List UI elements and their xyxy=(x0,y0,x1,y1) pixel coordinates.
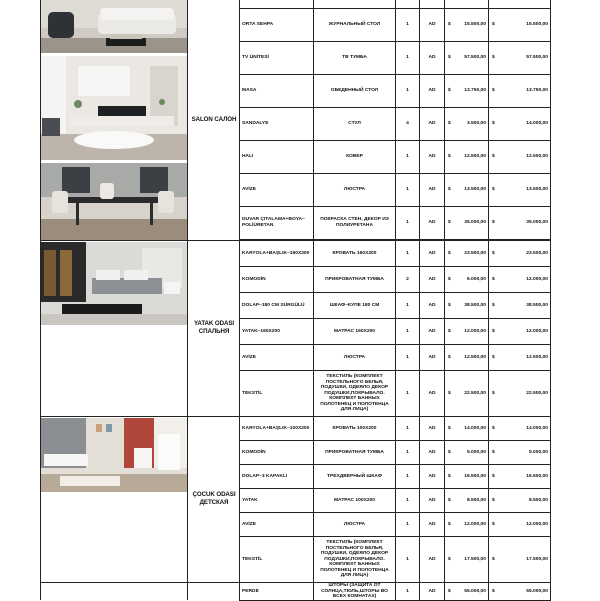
cell-total: 12.000,00 xyxy=(526,276,548,282)
cell-price: 6.000,00 xyxy=(466,276,486,282)
cell-qty: 1 xyxy=(406,154,409,160)
cell-total: 5.000,00 xyxy=(528,449,548,455)
cell-cur: $ xyxy=(448,425,451,431)
cell-total: 16.500,00 xyxy=(526,473,548,479)
cell-total: 38.500,00 xyxy=(526,302,548,308)
cell-cur: $ xyxy=(448,220,451,226)
cell-cur: $ xyxy=(492,302,495,308)
cell-qty: 1 xyxy=(406,328,409,334)
cell-price: 13.750,00 xyxy=(464,88,486,94)
room-label-kids xyxy=(189,416,239,582)
cell-total: 17.500,00 xyxy=(526,556,548,562)
cell-cur: $ xyxy=(448,250,451,256)
cell-price: 12.500,00 xyxy=(464,154,486,160)
cell-ru: ОБЕДЕННЫЙ СТОЛ xyxy=(330,88,379,94)
cell-tr: YATAK xyxy=(242,497,258,503)
cell-cur: $ xyxy=(492,473,495,479)
cell-tr: KOMODİN xyxy=(242,449,266,455)
cell-ru: ПОКРАСКА СТЕН, ДЕКОР ИЗ ПОЛИУРЕТАНА xyxy=(320,217,389,228)
cell-ru: ШТОРЫ (ЗАЩИТА ОТ СОЛНЦА,ТЮЛЬ,ШТОРЫ ВО ВСЕХ КОМНАТАХ) xyxy=(321,583,388,600)
cell-unit: AD xyxy=(428,588,436,594)
cell-cur: $ xyxy=(448,22,451,28)
cell-ru: МАТРАС 160X200 xyxy=(333,328,376,334)
cell-tr: PERDE xyxy=(242,588,259,594)
cell-ru: ТВ ТУМБА xyxy=(342,55,367,61)
cell-ru: ПРИКРОВАТНАЯ ТУМБА xyxy=(325,449,384,455)
cell-cur: $ xyxy=(492,521,495,527)
cell-price: 15.500,00 xyxy=(464,22,486,28)
cell-price: 5.000,00 xyxy=(466,449,486,455)
furniture-price-sheet xyxy=(40,0,551,600)
cell-cur: $ xyxy=(448,121,451,127)
cell-tr: YATAK–160X200 xyxy=(242,328,280,334)
living-room-sofa-photo xyxy=(40,0,187,53)
cell-total: 12.500,00 xyxy=(526,154,548,160)
cell-unit: AD xyxy=(428,497,436,503)
cell-cur: $ xyxy=(492,121,495,127)
cell-ru: КРОВАТЬ 160X200 xyxy=(332,250,377,256)
room-label-kids-ru: ДЕТСКАЯ xyxy=(199,499,229,506)
cell-tr: TEKSTİL xyxy=(242,390,263,396)
cell-cur: $ xyxy=(492,250,495,256)
cell-qty: 1 xyxy=(406,390,409,396)
cell-price: 16.500,00 xyxy=(464,473,486,479)
cell-ru: МАТРАС 100X200 xyxy=(333,497,376,503)
cell-cur: $ xyxy=(492,497,495,503)
cell-unit: AD xyxy=(428,390,436,396)
cell-unit: AD xyxy=(428,121,436,127)
cell-cur: $ xyxy=(492,220,495,226)
cell-total: 12.000,00 xyxy=(526,521,548,527)
cell-qty: 1 xyxy=(406,22,409,28)
cell-cur: $ xyxy=(448,556,451,562)
cell-cur: $ xyxy=(448,354,451,360)
cell-ru: ПРИКРОВАТНАЯ ТУМБА xyxy=(325,276,384,282)
cell-unit: AD xyxy=(428,354,436,360)
cell-price: 57.500,00 xyxy=(464,55,486,61)
cell-unit: AD xyxy=(428,88,436,94)
cell-tr: KARYOLA+BAŞLIK–160X200 xyxy=(242,250,310,256)
cell-qty: 2 xyxy=(406,276,409,282)
cell-cur: $ xyxy=(492,354,495,360)
cell-qty: 1 xyxy=(406,449,409,455)
cell-unit: AD xyxy=(428,302,436,308)
cell-unit: AD xyxy=(428,22,436,28)
cell-qty: 1 xyxy=(406,187,409,193)
cell-cur: $ xyxy=(448,88,451,94)
cell-cur: $ xyxy=(492,390,495,396)
cell-cur: $ xyxy=(492,588,495,594)
cell-cur: $ xyxy=(492,55,495,61)
cell-tr: HALI xyxy=(242,154,254,160)
cell-unit: AD xyxy=(428,328,436,334)
cell-price: 35.000,00 xyxy=(464,220,486,226)
cell-tr: DUVAR ÇITALAMA+BOYA–POLİÜRETAN xyxy=(242,217,305,228)
cell-price: 22.500,00 xyxy=(464,390,486,396)
cell-unit: AD xyxy=(428,556,436,562)
cell-cur: $ xyxy=(448,302,451,308)
room-label-kids-tr: ÇOCUK ODASI xyxy=(192,491,236,498)
cell-cur: $ xyxy=(448,497,451,503)
cell-ru: СТУЛ xyxy=(348,121,361,127)
cell-tr: DOLAP–180 CM SÜRGÜLÜ xyxy=(242,302,305,308)
cell-price: 12.000,00 xyxy=(464,521,486,527)
cell-qty: 1 xyxy=(406,354,409,360)
cell-cur: $ xyxy=(448,473,451,479)
cell-ru: ЛЮСТРА xyxy=(343,354,366,360)
cell-cur: $ xyxy=(448,276,451,282)
cell-tr: KOMODİN xyxy=(242,276,266,282)
cell-cur: $ xyxy=(492,22,495,28)
cell-unit: AD xyxy=(428,449,436,455)
cell-total: 57.500,00 xyxy=(526,55,548,61)
cell-unit: AD xyxy=(428,521,436,527)
cell-cur: $ xyxy=(448,390,451,396)
cell-ru: ЛЮСТРА xyxy=(343,521,366,527)
cell-total: 15.500,00 xyxy=(526,22,548,28)
cell-total: 23.500,00 xyxy=(526,250,548,256)
cell-total: 12.000,00 xyxy=(526,328,548,334)
cell-total: 12.500,00 xyxy=(526,354,548,360)
cell-ru: КРОВАТЬ 100X200 xyxy=(332,425,377,431)
cell-cur: $ xyxy=(448,55,451,61)
cell-ru: ТЕКСТИЛЬ (КОМПЛЕКТ ПОСТЕЛЬНОГО БЕЛЬЯ, ПОДУШКИ, ОДЕЯЛО ДЕКОР ПОДУШКИ,ПОКРЫВАЛО. КОМПЛЕКТ БАННЫХ ПОЛОТЕНЕЦ И ПОЛОТЕНЦА ДЛЯ ЛИЦА) xyxy=(320,539,389,579)
kids-room-photo xyxy=(40,418,187,492)
cell-cur: $ xyxy=(492,88,495,94)
cell-qty: 1 xyxy=(406,250,409,256)
cell-cur: $ xyxy=(492,276,495,282)
cell-qty: 1 xyxy=(406,521,409,527)
cell-ru: ТРЕХДВЕРНЫЙ ШКАФ xyxy=(327,473,382,479)
cell-qty: 1 xyxy=(406,588,409,594)
room-label-salon-text: SALON САЛОН xyxy=(191,116,237,123)
cell-total: 13.500,00 xyxy=(526,187,548,193)
cell-unit: AD xyxy=(428,250,436,256)
cell-tr: AVİZE xyxy=(242,521,257,527)
cell-qty: 1 xyxy=(406,497,409,503)
cell-qty: 1 xyxy=(406,220,409,226)
cell-total: 35.000,00 xyxy=(526,220,548,226)
cell-total: 14.000,00 xyxy=(526,121,548,127)
cell-cur: $ xyxy=(492,425,495,431)
dining-table-photo xyxy=(40,163,187,241)
cell-unit: AD xyxy=(428,276,436,282)
cell-price: 55.000,00 xyxy=(464,588,486,594)
cell-price: 38.500,00 xyxy=(464,302,486,308)
cell-cur: $ xyxy=(448,588,451,594)
cell-price: 14.000,00 xyxy=(464,425,486,431)
cell-qty: 1 xyxy=(406,55,409,61)
room-label-bedroom xyxy=(189,240,239,416)
cell-total: 13.750,00 xyxy=(526,88,548,94)
room-label-bedroom-tr: YATAK ODASI xyxy=(193,320,235,327)
living-room-tv-unit-photo xyxy=(40,56,187,160)
cell-tr: ORTA SEHPA xyxy=(242,22,274,28)
cell-tr: KARYOLA+BAŞLIK–100X200 xyxy=(242,425,310,431)
cell-tr: TV ÜNİTESİ xyxy=(242,55,269,61)
cell-ru: ЛЮСТРА xyxy=(343,187,366,193)
cell-qty: 1 xyxy=(406,302,409,308)
cell-tr: SANDALYE xyxy=(242,121,269,127)
cell-price: 12.500,00 xyxy=(464,354,486,360)
cell-total: 22.500,00 xyxy=(526,390,548,396)
cell-qty: 1 xyxy=(406,556,409,562)
cell-cur: $ xyxy=(492,328,495,334)
cell-cur: $ xyxy=(492,187,495,193)
cell-ru: ТЕКСТИЛЬ (КОМПЛЕКТ ПОСТЕЛЬНОГО БЕЛЬЯ, ПОДУШКИ, ОДЕЯЛО ДЕКОР ПОДУШКИ,ПОКРЫВАЛО. КОМПЛЕКТ БАННЫХ ПОЛОТЕНЕЦ И ПОЛОТЕНЦА ДЛЯ ЛИЦА) xyxy=(320,373,389,413)
cell-tr: AVİZE xyxy=(242,187,257,193)
cell-cur: $ xyxy=(492,154,495,160)
cell-tr: TEKSTİL xyxy=(242,556,263,562)
cell-tr: MASA xyxy=(242,88,257,94)
cell-cur: $ xyxy=(448,521,451,527)
room-label-bedroom-ru: СПАЛЬНЯ xyxy=(198,328,230,335)
cell-price: 3.500,00 xyxy=(466,121,486,127)
room-label-salon xyxy=(189,0,239,240)
cell-unit: AD xyxy=(428,154,436,160)
cell-unit: AD xyxy=(428,55,436,61)
cell-total: 55.000,00 xyxy=(526,588,548,594)
cell-cur: $ xyxy=(492,556,495,562)
cell-cur: $ xyxy=(448,449,451,455)
cell-cur: $ xyxy=(448,328,451,334)
cell-unit: AD xyxy=(428,473,436,479)
cell-price: 23.500,00 xyxy=(464,250,486,256)
cell-qty: 1 xyxy=(406,88,409,94)
cell-unit: AD xyxy=(428,220,436,226)
cell-cur: $ xyxy=(492,449,495,455)
cell-qty: 4 xyxy=(406,121,409,127)
cell-total: 8.500,00 xyxy=(528,497,548,503)
cell-tr: AVİZE xyxy=(242,354,257,360)
cell-ru: КОВЕР xyxy=(346,154,363,160)
cell-price: 13.500,00 xyxy=(464,187,486,193)
cell-cur: $ xyxy=(448,154,451,160)
cell-cur: $ xyxy=(448,187,451,193)
cell-qty: 1 xyxy=(406,473,409,479)
cell-price: 12.000,00 xyxy=(464,328,486,334)
cell-ru: ЖУРНАЛЬНЫЙ СТОЛ xyxy=(328,22,381,28)
cell-unit: AD xyxy=(428,425,436,431)
bedroom-photo xyxy=(40,242,187,325)
cell-qty: 1 xyxy=(406,425,409,431)
cell-price: 8.500,00 xyxy=(466,497,486,503)
cell-tr: DOLAP–3 KAPAKLI xyxy=(242,473,288,479)
cell-unit: AD xyxy=(428,187,436,193)
cell-total: 14.000,00 xyxy=(526,425,548,431)
cell-ru: ШКАФ–КУПЕ 180 СМ xyxy=(329,302,380,308)
cell-price: 17.500,00 xyxy=(464,556,486,562)
